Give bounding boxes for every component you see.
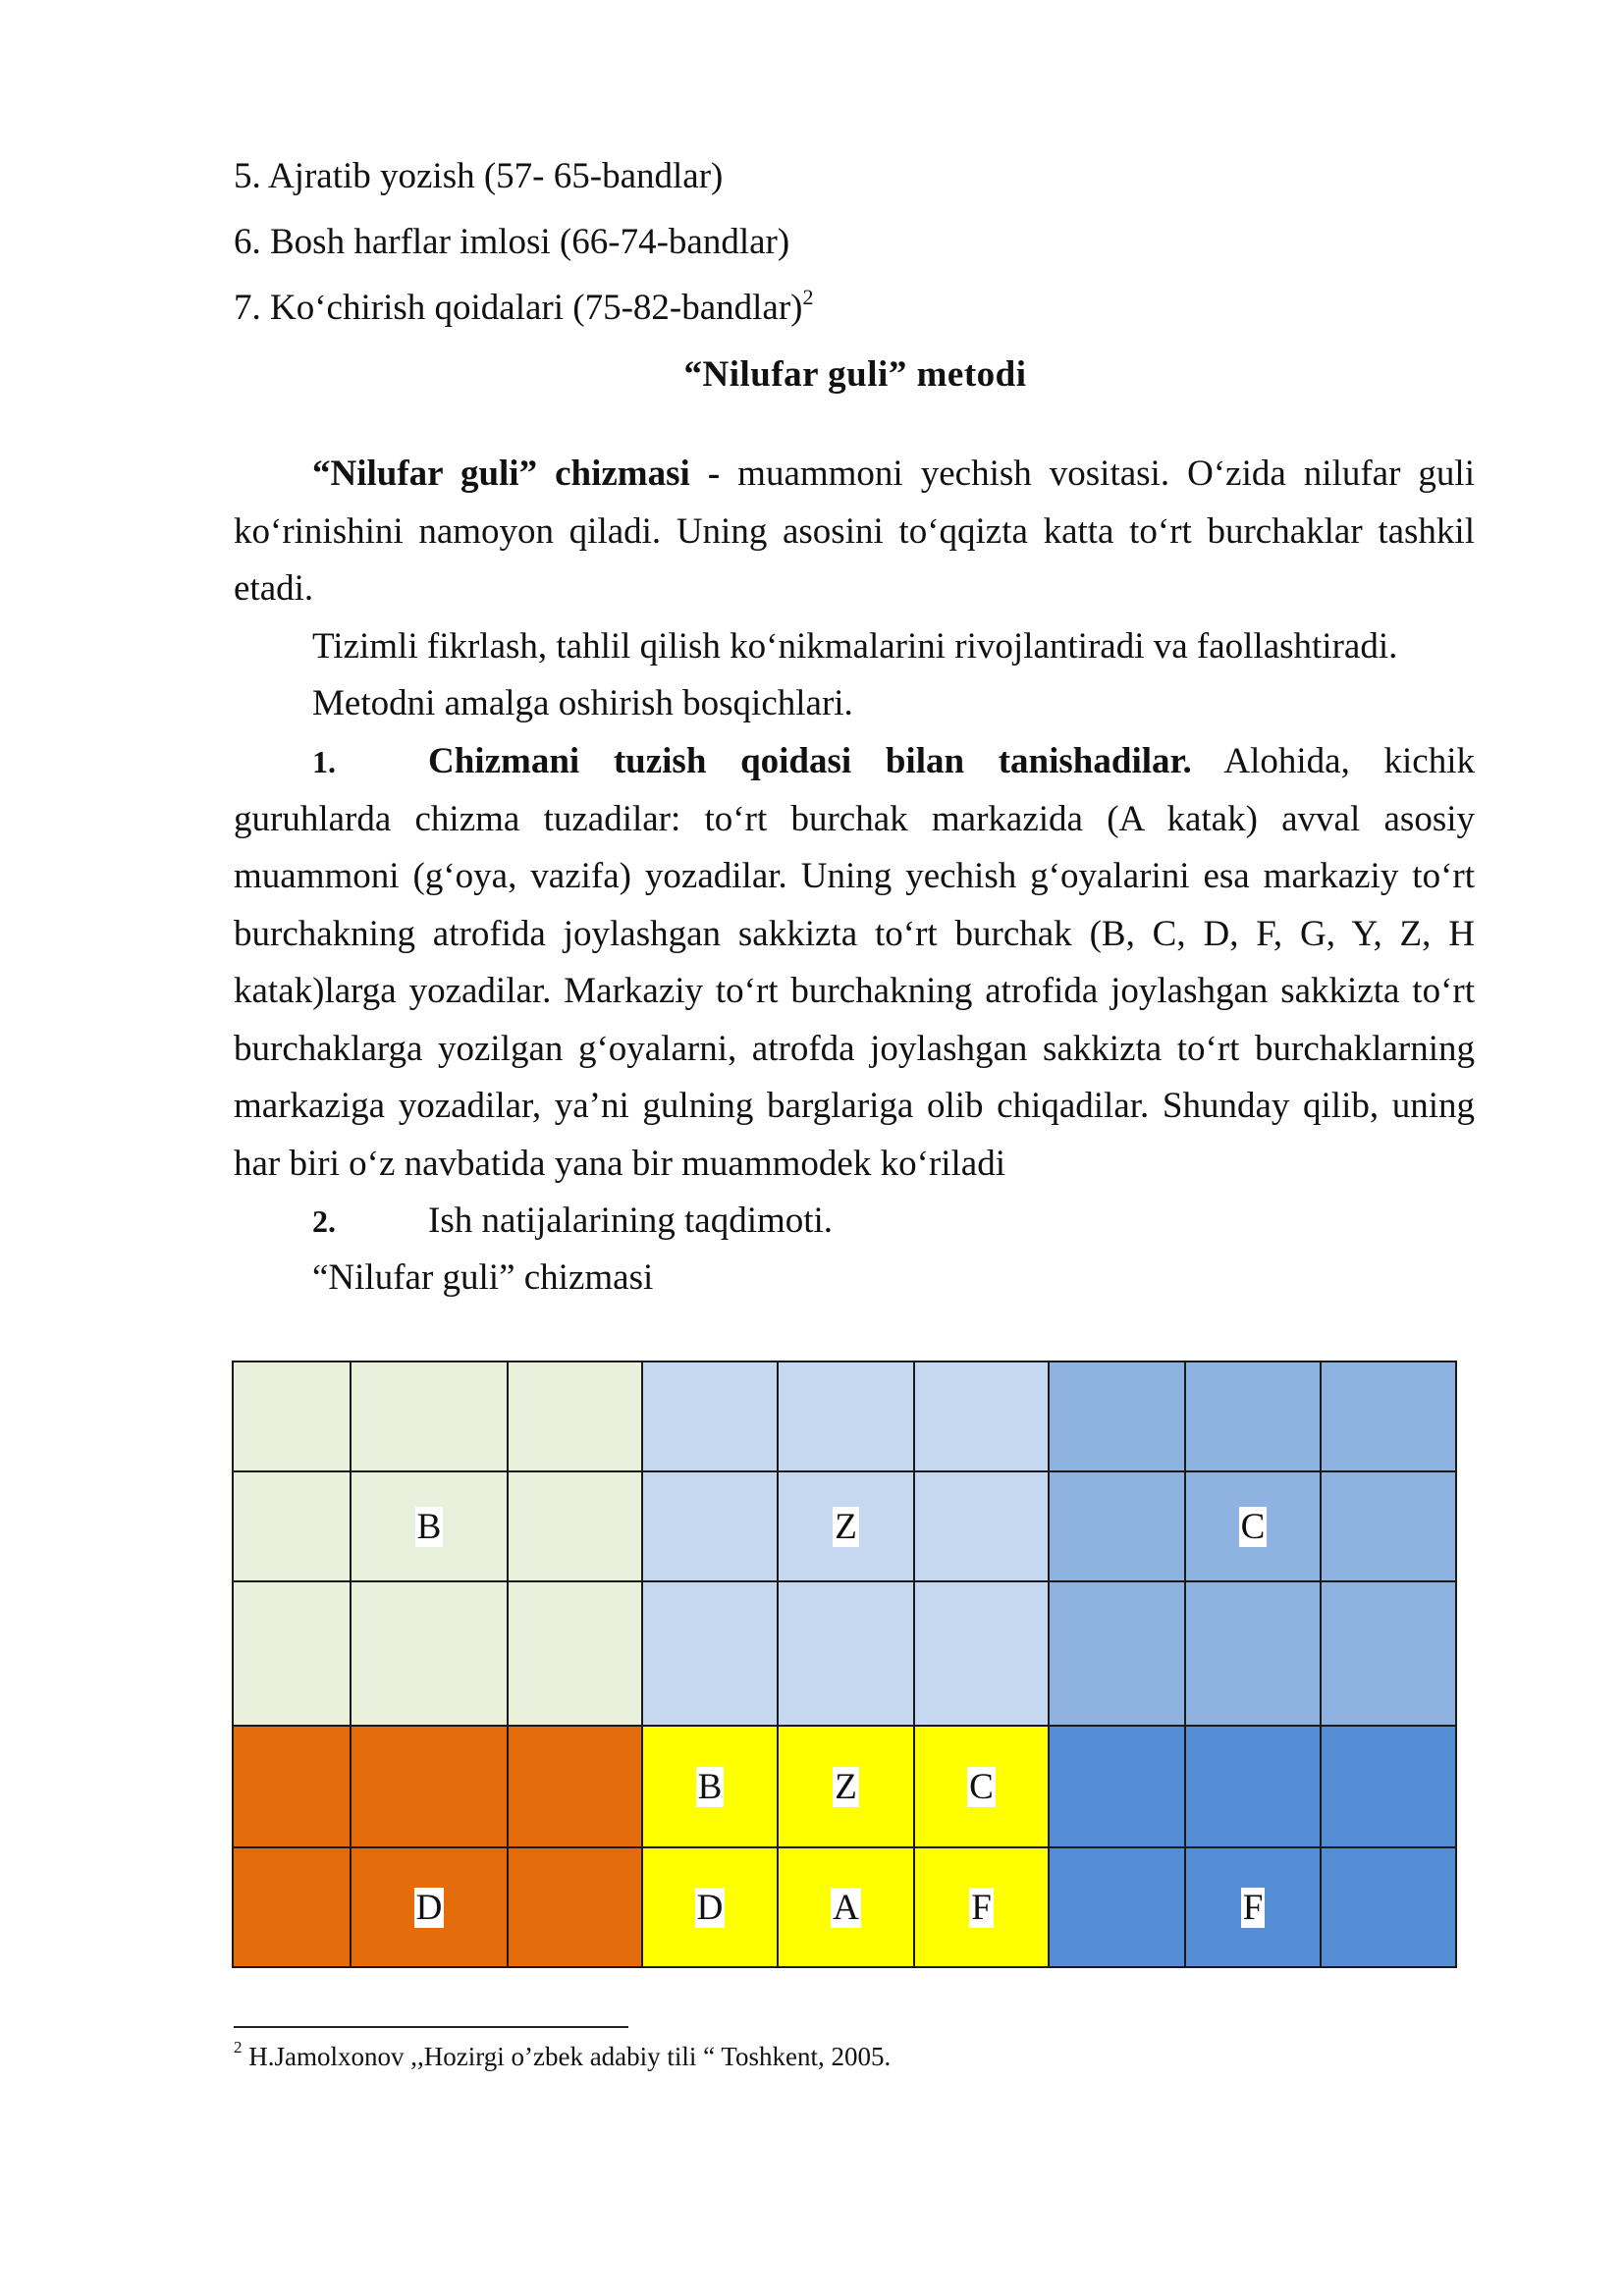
footnote-divider — [234, 2026, 628, 2028]
skills-paragraph — [234, 618, 1475, 676]
cell-label-c-outer: C — [1240, 1506, 1266, 1547]
grid-cell — [1049, 1726, 1185, 1847]
section-title: “Nilufar guli” metodi — [683, 354, 1027, 395]
step-1-bold: Chizmani tuzish qoidasi bilan tanishadilar. — [428, 741, 1192, 781]
grid-cell — [914, 1581, 1049, 1726]
grid-cell — [233, 1362, 351, 1471]
grid-cell-label — [351, 1471, 508, 1581]
grid-cell — [1049, 1847, 1185, 1967]
footnote — [234, 2038, 892, 2072]
grid-cell — [351, 1362, 508, 1471]
cell-label-f-outer: F — [1242, 1887, 1264, 1928]
grid-row — [233, 1471, 1456, 1581]
cell-label-c-center: C — [969, 1766, 994, 1807]
grid-row — [233, 1847, 1456, 1967]
list-item-text: 6. Bosh harflar imlosi (66-74-bandlar) — [234, 222, 790, 262]
cell-label-z-center: Z — [835, 1766, 857, 1807]
grid-cell-label — [1185, 1847, 1321, 1967]
grid-cell — [351, 1581, 508, 1726]
grid-cell-label — [914, 1726, 1049, 1847]
grid-cell — [914, 1471, 1049, 1581]
step-1-text: Alohida, kichik guruhlarda chizma tuzadilar: to‘rt burchak markazida (A katak) avval asosiy muammoni (g‘oya, vazifa) yozadilar. Uning yechish g‘oyalarini esa markaziy to‘rt burchakning atrofida joylashgan sakkizta to‘rt burchak (B, C, D, F, G, Y, Z, H katak)larga yozadilar. Markaziy to‘rt burchakning atrofida joylashgan sakkizta to‘rt burchaklarga yozilgan g‘oyalarni, atrofda joylashgan sakkizta to‘rt burchaklarning markaziga yozadilar, ya’ni gulning barglariga olib chiqadilar. Shunday qilib, uning har biri o‘z navbatida yana bir muammodek ko‘riladi — [234, 741, 1475, 1184]
steps-paragraph — [234, 675, 1475, 733]
list-item-text: 5. Ajratib yozish (57- 65-bandlar) — [234, 156, 724, 196]
grid-cell-label — [778, 1471, 914, 1581]
list-item-text: 7. Ko‘chirish qoidalari (75-82-bandlar) — [234, 288, 803, 328]
grid-cell-label — [351, 1847, 508, 1967]
grid-cell — [642, 1471, 778, 1581]
step-2-number: 2. — [312, 1203, 336, 1239]
footnote-reference[interactable]: 2 — [802, 284, 814, 309]
grid-cell-label — [914, 1847, 1049, 1967]
list-item-5 — [234, 155, 723, 198]
skills-text: Tizimli fikrlash, tahlil qilish ko‘nikmalarini rivojlantiradi va faollashtiradi. — [312, 626, 1398, 667]
grid-cell — [778, 1581, 914, 1726]
grid-cell — [508, 1847, 642, 1967]
steps-text: Metodni amalga oshirish bosqichlari. — [312, 683, 853, 723]
grid-cell-label — [778, 1847, 914, 1967]
grid-row — [233, 1581, 1456, 1726]
grid-cell — [1049, 1581, 1185, 1726]
grid-cell — [508, 1581, 642, 1726]
grid-cell — [642, 1362, 778, 1471]
grid-cell — [1049, 1362, 1185, 1471]
grid-cell-label — [1185, 1471, 1321, 1581]
cell-label-d-outer: D — [415, 1887, 443, 1928]
step-1-paragraph — [234, 733, 1475, 1193]
grid-cell — [1321, 1581, 1456, 1726]
grid-row — [233, 1726, 1456, 1847]
grid-cell — [1185, 1362, 1321, 1471]
nilufar-grid — [232, 1361, 1457, 1968]
step-2 — [312, 1193, 833, 1251]
list-item-7 — [234, 284, 814, 330]
grid-cell-label — [642, 1847, 778, 1967]
list-item-6 — [234, 221, 789, 264]
grid-cell — [778, 1362, 914, 1471]
grid-row — [233, 1362, 1456, 1471]
grid-cell — [508, 1471, 642, 1581]
grid-cell — [1321, 1362, 1456, 1471]
footnote-text: H.Jamolxonov ,,Hozirgi o’zbek adabiy tili “ Toshkent, 2005. — [242, 2042, 892, 2071]
grid-cell — [914, 1362, 1049, 1471]
cell-label-b-center: B — [697, 1766, 723, 1807]
cell-label-f-center: F — [971, 1887, 992, 1928]
cell-label-d-center: D — [696, 1887, 724, 1928]
intro-paragraph — [234, 446, 1475, 618]
chart-caption: “Nilufar guli” chizmasi — [312, 1257, 654, 1298]
step-2-text: Ish natijalarining taqdimoti. — [428, 1201, 834, 1241]
intro-bold-lead: “Nilufar guli” chizmasi - — [312, 454, 721, 494]
grid-cell — [1321, 1726, 1456, 1847]
grid-cell — [233, 1726, 351, 1847]
grid-cell — [233, 1847, 351, 1967]
grid-cell — [1321, 1847, 1456, 1967]
grid-cell — [233, 1581, 351, 1726]
grid-cell — [233, 1471, 351, 1581]
grid-cell — [1185, 1726, 1321, 1847]
grid-cell — [351, 1726, 508, 1847]
grid-cell-label — [642, 1726, 778, 1847]
grid-cell — [508, 1362, 642, 1471]
grid-cell — [1185, 1581, 1321, 1726]
grid-cell — [1321, 1471, 1456, 1581]
grid-cell — [642, 1581, 778, 1726]
cell-label-a-center: A — [833, 1887, 859, 1928]
intro-text: muammoni yechish vositasi. O‘zida nilufar guli ko‘rinishini namoyon qiladi. Uning asosini to‘qqizta katta to‘rt burchaklar tashkil etadi. — [234, 454, 1475, 609]
cell-label-z-outer: Z — [835, 1506, 857, 1547]
grid-cell-label — [778, 1726, 914, 1847]
grid-cell — [1049, 1471, 1185, 1581]
footnote-mark: 2 — [234, 2038, 243, 2056]
grid-cell — [508, 1726, 642, 1847]
cell-label-b-outer: B — [416, 1506, 442, 1547]
step-1-number: 1. — [312, 744, 336, 779]
